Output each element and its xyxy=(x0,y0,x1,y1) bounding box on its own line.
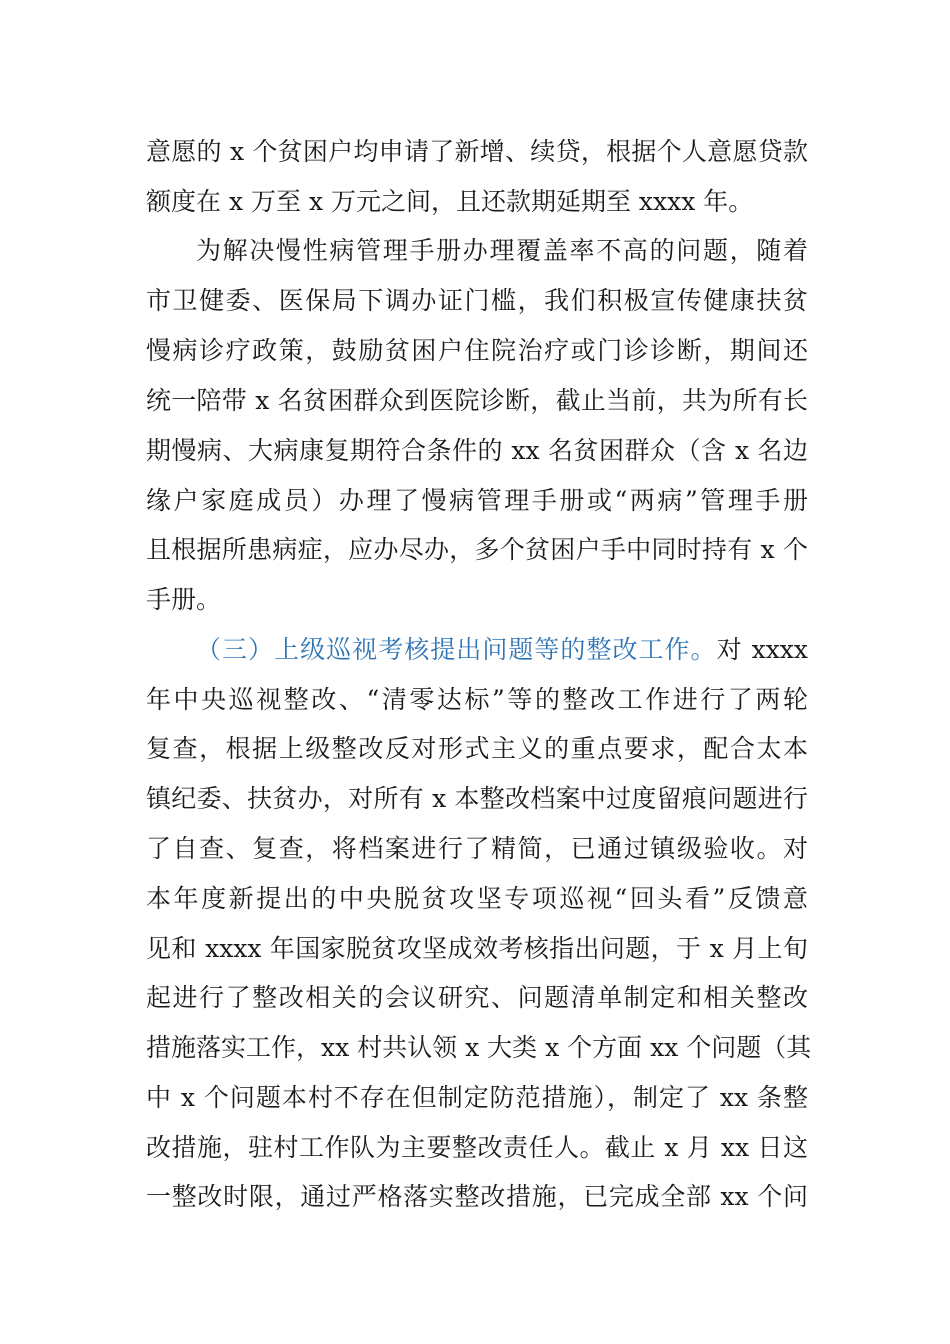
paragraph-3-line-11: 改措施，驻村工作队为主要整改责任人。截止 x 月 xx 日这 xyxy=(146,1133,808,1162)
paragraph-2-line-5: 期慢病、大病康复期符合条件的 xx 名贫困群众（含 x 名边 xyxy=(146,436,808,465)
paragraph-2-line-2: 市卫健委、医保局下调办证门槛，我们积极宣传健康扶贫 xyxy=(146,286,808,315)
paragraph-3-line-2: 年中央巡视整改、“清零达标”等的整改工作进行了两轮 xyxy=(146,685,808,714)
paragraph-3-line-5: 了自查、复查，将档案进行了精简，已通过镇级验收。对 xyxy=(146,834,808,863)
paragraph-1-line-1: 意愿的 x 个贫困户均申请了新增、续贷，根据个人意愿贷款 xyxy=(146,137,808,166)
paragraph-3-line-4: 镇纪委、扶贫办，对所有 x 本整改档案中过度留痕问题进行 xyxy=(146,784,808,813)
paragraph-3-line-12: 一整改时限，通过严格落实整改措施，已完成全部 xx 个问 xyxy=(146,1182,808,1211)
paragraph-3-line-9: 措施落实工作，xx 村共认领 x 大类 x 个方面 xx 个问题（其 xyxy=(146,1033,812,1062)
paragraph-2-line-8: 手册。 xyxy=(146,585,222,614)
section-heading: （三）上级巡视考核提出问题等的整改工作。 xyxy=(196,635,717,664)
paragraph-3-line-3: 复查，根据上级整改反对形式主义的重点要求，配合太本 xyxy=(146,734,808,763)
paragraph-2-line-3: 慢病诊疗政策，鼓励贫困户住院治疗或门诊诊断，期间还 xyxy=(146,336,808,365)
paragraph-3-line-10: 中 x 个问题本村不存在但制定防范措施），制定了 xx 条整 xyxy=(146,1083,808,1112)
paragraph-3-line-6: 本年度新提出的中央脱贫攻坚专项巡视“回头看”反馈意 xyxy=(146,884,808,913)
paragraph-3-line-1-rest: 对 xxxx xyxy=(716,635,808,664)
paragraph-2-line-6: 缘户家庭成员）办理了慢病管理手册或“两病”管理手册 xyxy=(146,486,808,515)
paragraph-1-line-2: 额度在 x 万至 x 万元之间，且还款期延期至 xxxx 年。 xyxy=(146,187,754,216)
paragraph-3-line-7: 见和 xxxx 年国家脱贫攻坚成效考核指出问题，于 x 月上旬 xyxy=(146,934,808,963)
paragraph-3-line-8: 起进行了整改相关的会议研究、问题清单制定和相关整改 xyxy=(146,983,808,1012)
paragraph-3-line-1 xyxy=(196,625,808,675)
paragraph-2-line-1: 为解决慢性病管理手册办理覆盖率不高的问题，随着 xyxy=(196,236,808,265)
paragraph-2-line-4: 统一陪带 x 名贫困群众到医院诊断，截止当前，共为所有长 xyxy=(146,386,808,415)
paragraph-2-line-7: 且根据所患病症，应办尽办，多个贫困户手中同时持有 x 个 xyxy=(146,535,808,564)
